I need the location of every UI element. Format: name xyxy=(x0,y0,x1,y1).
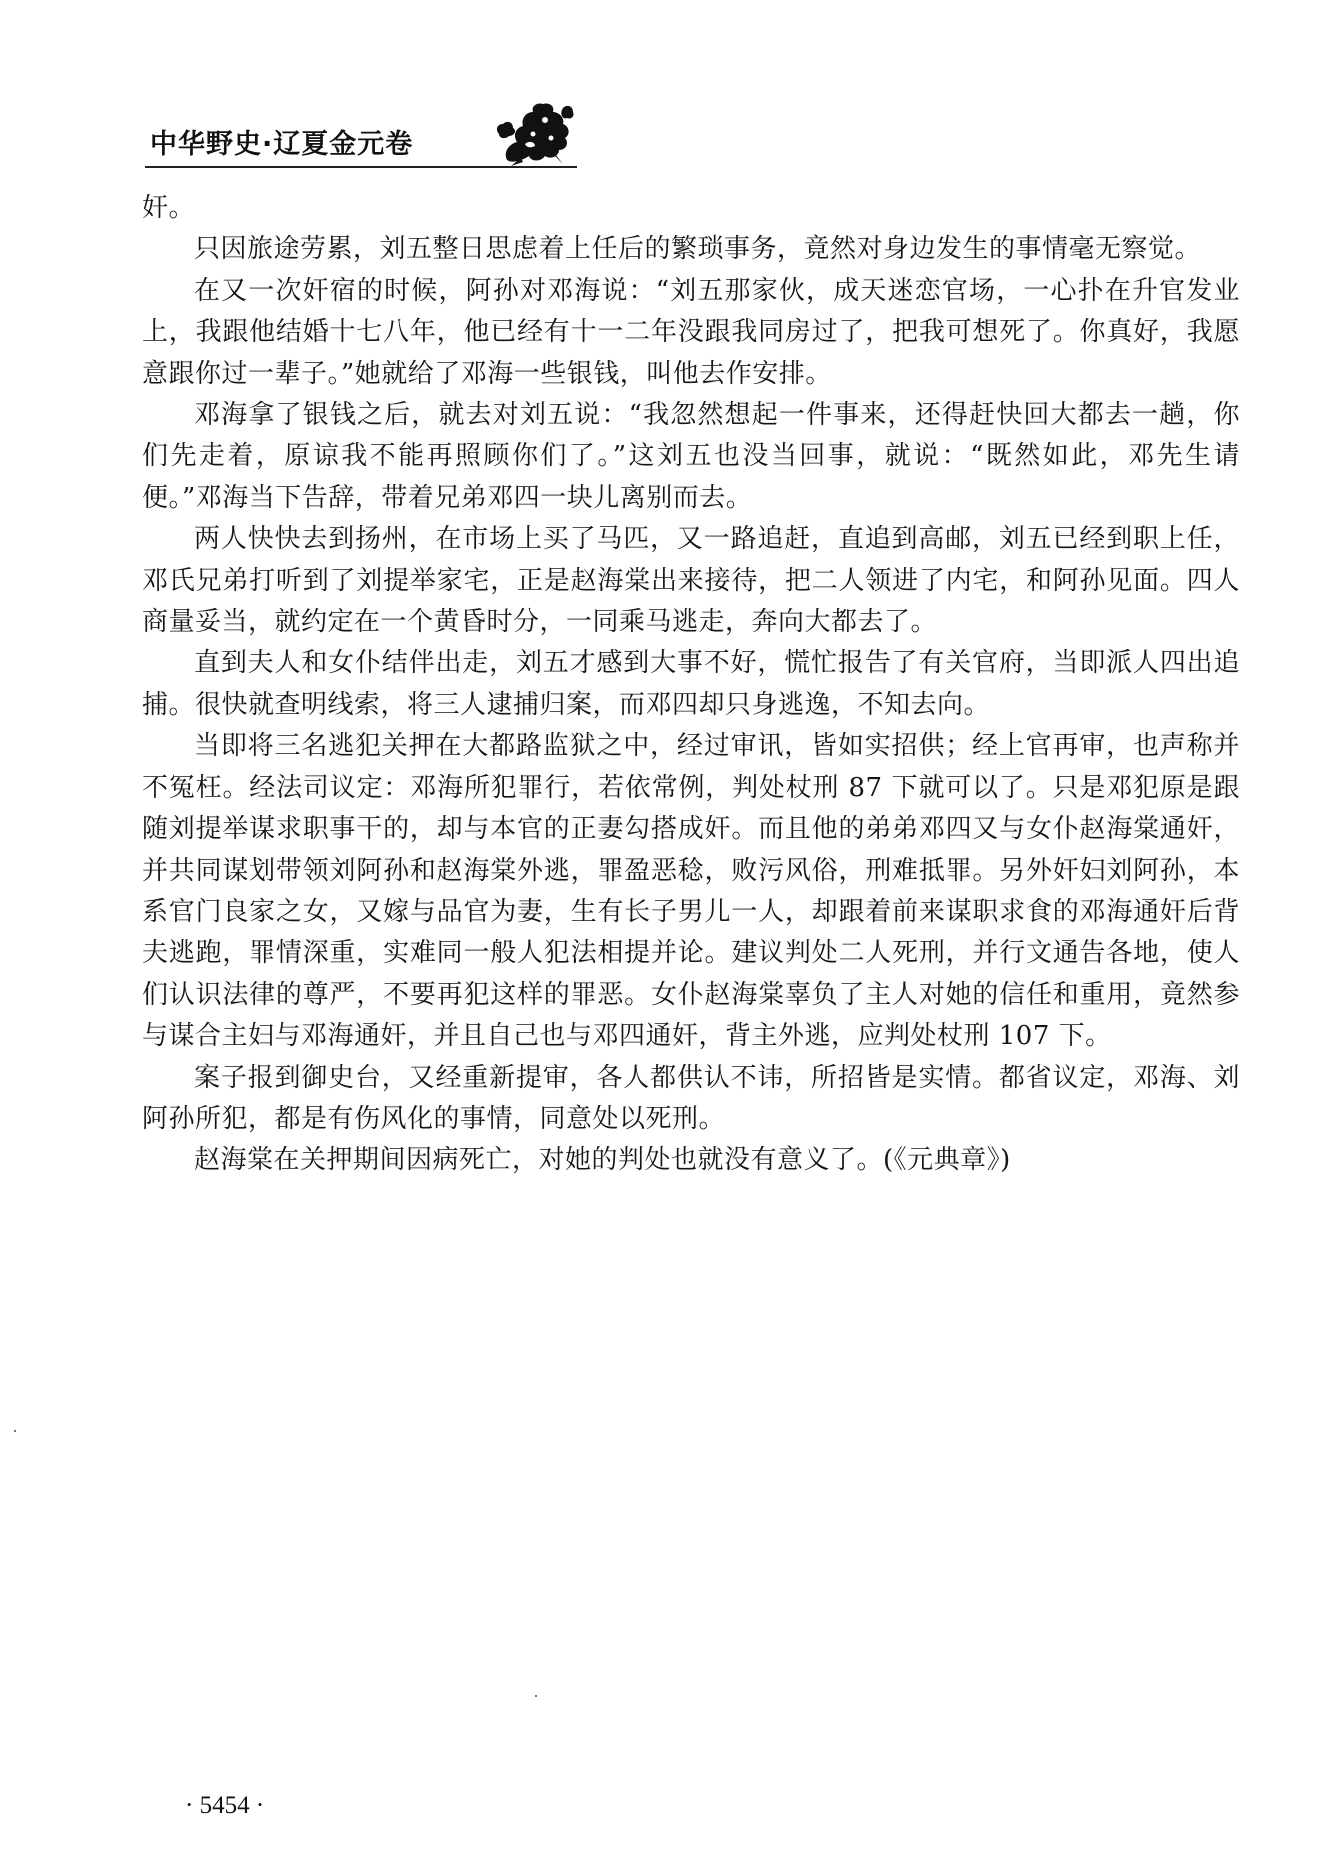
scan-speck xyxy=(535,1695,537,1697)
paragraph: 赵海棠在关押期间因病死亡，对她的判处也就没有意义了。(《元典章》) xyxy=(194,1145,1011,1176)
dragon-ornament-icon xyxy=(493,100,577,166)
page-number: · 5454 · xyxy=(185,1792,265,1819)
paragraph: 案子报到御史台，又经重新提审，各人都供认不讳，所招皆是实情。都省议定，邓海、刘阿孙所犯，都是有伤风化的事情，同意处以死刑。 xyxy=(142,1062,1240,1134)
running-header xyxy=(145,100,577,174)
scan-speck xyxy=(14,1430,16,1432)
book-title: 中华野史·辽夏金元卷 xyxy=(150,129,414,160)
paragraph: 在又一次奸宿的时候，阿孙对邓海说：“刘五那家伙，成天迷恋官场，一心扑在升官发业上，我跟他结婚十七八年，他已经有十一二年没跟我同房过了，把我可想死了。你真好，我愿意跟你过一辈子。”她就给了邓海一些银钱，叫他去作安排。 xyxy=(142,275,1240,389)
paragraph: 直到夫人和女仆结伴出走，刘五才感到大事不好，慌忙报告了有关官府，当即派人四出追捕。很快就查明线索，将三人逮捕归案，而邓四却只身逃逸，不知去向。 xyxy=(142,648,1240,720)
paragraph: 当即将三名逃犯关押在大都路监狱之中，经过审讯，皆如实招供；经上官再审，也声称并不冤枉。经法司议定：邓海所犯罪行，若依常例，判处杖刑 87 下就可以了。只是邓犯原是跟随刘提举谋求职事干的，却与本官的正妻勾搭成奸。而且他的弟弟邓四又与女仆赵海棠通奸，并共同谋划带领刘阿孙和赵海棠外逃，罪盈恶稔，败污风俗，刑难抵罪。另外奸妇刘阿孙，本系官门良家之女，又嫁与品官为妻，生有长子男儿一人，却跟着前来谋职求食的邓海通奸后背夫逃跑，罪情深重，实难同一般人犯法相提并论。建议判处二人死刑，并行文通告各地，使人们认识法律的尊严，不要再犯这样的罪恶。女仆赵海棠辜负了主人对她的信任和重用，竟然参与谋合主妇与邓海通奸，并且自己也与邓四通奸，背主外逃，应判处杖刑 107 下。 xyxy=(142,731,1240,1052)
header-rule xyxy=(145,166,577,168)
body-text xyxy=(142,188,1240,1182)
paragraph: 只因旅途劳累，刘五整日思虑着上任后的繁琐事务，竟然对身边发生的事情毫无察觉。 xyxy=(194,234,1202,265)
paragraph: 奸。 xyxy=(142,193,196,223)
paragraph: 邓海拿了银钱之后，就去对刘五说：“我忽然想起一件事来，还得赶快回大都去一趟，你们先走着，原谅我不能再照顾你们了。”这刘五也没当回事，就说：“既然如此，邓先生请便。”邓海当下告辞，带着兄弟邓四一块儿离别而去。 xyxy=(142,400,1240,513)
paragraph: 两人快快去到扬州，在市场上买了马匹，又一路追赶，直追到高邮，刘五已经到职上任，邓氏兄弟打听到了刘提举家宅，正是赵海棠出来接待，把二人领进了内宅，和阿孙见面。四人商量妥当，就约定在一个黄昏时分，一同乘马逃走，奔向大都去了。 xyxy=(142,524,1240,638)
